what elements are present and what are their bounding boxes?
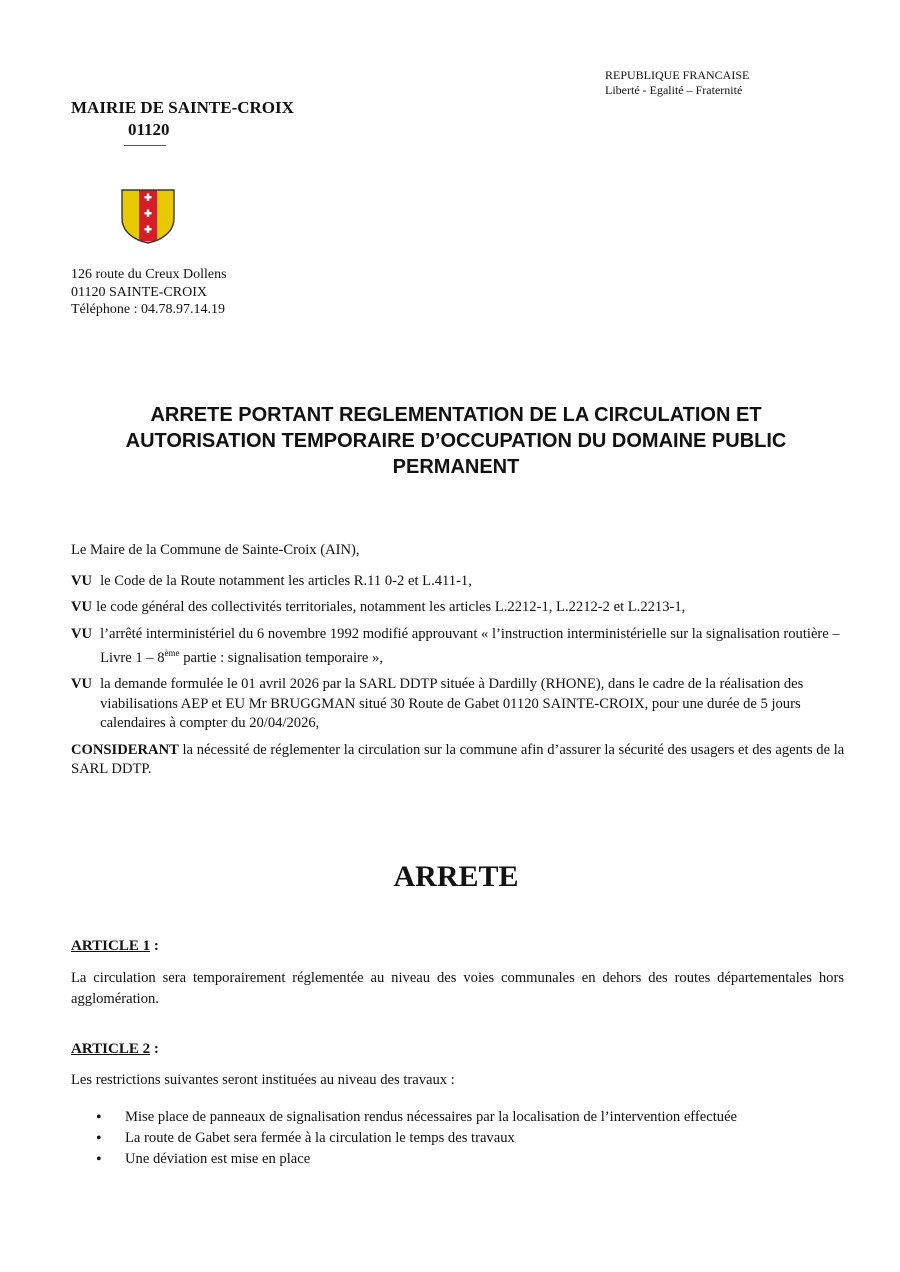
address-phone: Téléphone : 04.78.97.14.19 [71, 302, 225, 317]
vu-clause [71, 625, 845, 669]
header-divider [124, 145, 166, 146]
address-line: 126 route du Creux Dollens [71, 267, 227, 282]
mairie-postcode: 01120 [128, 120, 170, 139]
vu-label: VU [71, 599, 93, 615]
vu-label: VU [71, 572, 93, 589]
republic-motto: Liberté - Egalité – Fraternité [605, 83, 743, 97]
list-item: • Une déviation est mise en place [96, 1149, 856, 1170]
article-1-heading [71, 938, 159, 955]
preamble [71, 541, 845, 780]
title-line: AUTORISATION TEMPORAIRE D’OCCUPATION DU DOMAINE PUBLIC [125, 430, 787, 452]
vu-text [100, 625, 845, 669]
mairie-address [71, 266, 227, 319]
title-line: PERMANENT [392, 456, 520, 478]
article-1-label: ARTICLE 1 [71, 938, 151, 954]
document-title [60, 402, 852, 480]
vu-text-part: l’arrêté interministériel du 6 novembre 1992 modifié approuvant « l’instruction interministérielle sur la signalisation routière – Livre 1 – 8 [100, 625, 840, 666]
coat-of-arms-icon [120, 188, 176, 244]
intro-text: Le Maire de la Commune de Sainte-Croix (AIN), [71, 542, 360, 558]
vu-text: le Code de la Route notamment les articles R.11 0-2 et L.411-1, [100, 572, 472, 589]
vu-clause [71, 572, 845, 592]
restrictions-list [96, 1107, 856, 1170]
considerant-clause [71, 741, 845, 780]
list-item: • La route de Gabet sera fermée à la circulation le temps des travaux [96, 1128, 856, 1149]
title-line: ARRETE PORTANT REGLEMENTATION DE LA CIRCULATION ET [150, 404, 762, 426]
arrete-heading: ARRETE [393, 860, 519, 893]
article-2-colon: : [150, 1041, 159, 1057]
vu-clause [71, 675, 845, 734]
article-1-text: La circulation sera temporairement réglementée au niveau des voies communales en dehors des routes départementales hors agglomération. [71, 970, 844, 1007]
address-line: 01120 SAINTE-CROIX [71, 284, 207, 300]
vu-clause [71, 598, 845, 618]
vu-label: VU [71, 676, 93, 693]
vu-text-part: partie : signalisation temporaire », [179, 649, 383, 666]
republic-title: REPUBLIQUE FRANCAISE [605, 68, 750, 82]
mairie-heading [71, 97, 294, 141]
considerant-text: la nécessité de réglementer la circulation sur la commune afin d’assurer la sécurité des usagers et des agents de la SARL DDTP. [71, 741, 845, 778]
vu-text: la demande formulée le 01 avril 2026 par la SARL DDTP située à Dardilly (RHONE), dans le cadre de la réalisation des viabilisations AEP et EU Mr BRUGGMAN situé 30 Route de Gabet 01120 SAINTE-CROIX, pour une durée de 5 jours calendaires à compter du 20/04/2026, [100, 676, 804, 732]
vu-text: le code général des collectivités territoriales, notamment les articles L.2212-1, L.2212-2 et L.2213-1, [96, 599, 686, 615]
republic-header [605, 68, 749, 98]
article-2-label: ARTICLE 2 [71, 1041, 151, 1057]
article-1-colon: : [150, 938, 159, 954]
list-item: • Mise place de panneaux de signalisation rendus nécessaires par la localisation de l’intervention effectuée [96, 1107, 856, 1128]
considerant-label: CONSIDERANT [71, 741, 179, 758]
vu-superscript: ème [164, 648, 180, 658]
article-2-heading [71, 1041, 159, 1058]
vu-label: VU [71, 625, 93, 642]
mairie-name: MAIRIE DE SAINTE-CROIX [71, 98, 294, 117]
article-2-text: Les restrictions suivantes seront instituées au niveau des travaux : [71, 1072, 455, 1088]
